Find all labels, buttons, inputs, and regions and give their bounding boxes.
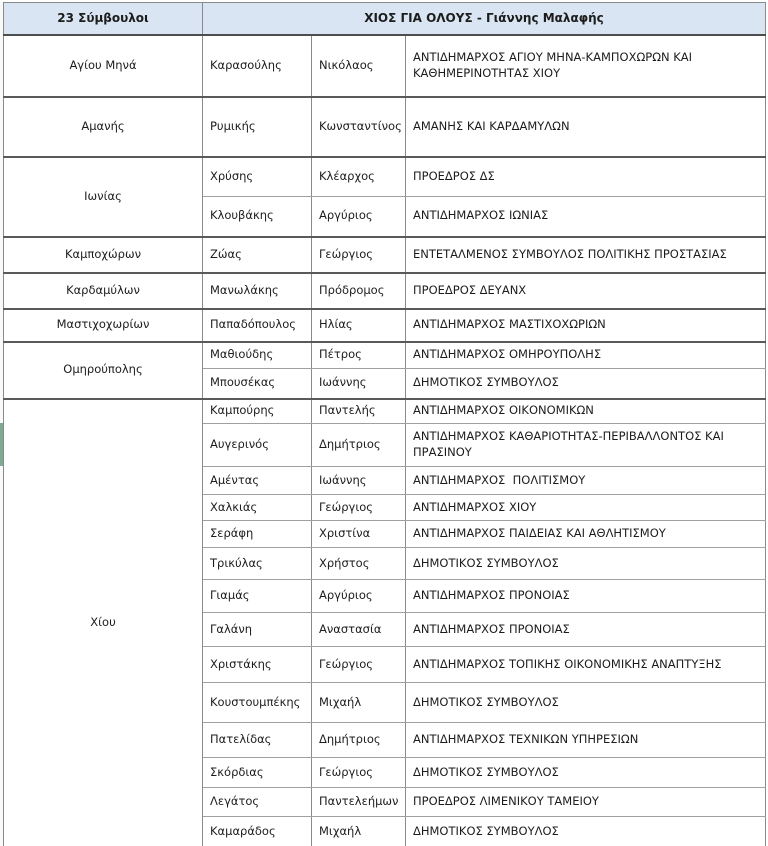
firstname-cell: Νικόλαος (312, 35, 406, 97)
firstname-cell: Παντελής (312, 399, 406, 424)
role-cell: ΔΗΜΟΤΙΚΟΣ ΣΥΜΒΟΥΛΟΣ (406, 548, 766, 580)
role-cell: ΔΗΜΟΤΙΚΟΣ ΣΥΜΒΟΥΛΟΣ (406, 817, 766, 846)
surname-cell: Καμπούρης (203, 399, 312, 424)
surname-cell: Μανωλάκης (203, 273, 312, 309)
role-cell: ΠΡΟΕΔΡΟΣ ΛΙΜΕΝΙΚΟΥ ΤΑΜΕΙΟΥ (406, 788, 766, 817)
role-cell: ΑΝΤΙΔΗΜΑΡΧΟΣ ΠΡΟΝΟΙΑΣ (406, 580, 766, 613)
role-cell: ΕΝΤΕΤΑΛΜΕΝΟΣ ΣΥΜΒΟΥΛΟΣ ΠΟΛΙΤΙΚΗΣ ΠΡΟΣΤΑΣΙΑΣ (406, 237, 766, 273)
area-cell: Ιωνίας (4, 157, 203, 237)
area-cell: Μαστιχοχωρίων (4, 309, 203, 342)
firstname-cell: Γεώργιος (312, 758, 406, 788)
header-party-cell: ΧΙΟΣ ΓΙΑ ΟΛΟΥΣ - Γιάννης Μαλαφής (203, 3, 766, 35)
role-cell: ΠΡΟΕΔΡΟΣ ΔΕΥΑΝΧ (406, 273, 766, 309)
table-row (4, 399, 766, 424)
surname-cell: Καρασούλης (203, 35, 312, 97)
area-cell: Αγίου Μηνά (4, 35, 203, 97)
area-cell: Αμανής (4, 97, 203, 157)
surname-cell: Λεγάτος (203, 788, 312, 817)
surname-cell: Γαλάνη (203, 613, 312, 647)
role-cell: ΔΗΜΟΤΙΚΟΣ ΣΥΜΒΟΥΛΟΣ (406, 683, 766, 723)
surname-cell: Αυγερινός (203, 424, 312, 467)
firstname-cell: Ηλίας (312, 309, 406, 342)
firstname-cell: Αργύριος (312, 197, 406, 237)
role-cell: ΑΝΤΙΔΗΜΑΡΧΟΣ ΜΑΣΤΙΧΟΧΩΡΙΩΝ (406, 309, 766, 342)
role-cell: ΑΝΤΙΔΗΜΑΡΧΟΣ ΤΕΧΝΙΚΩΝ ΥΠΗΡΕΣΙΩΝ (406, 723, 766, 758)
table-row (4, 157, 766, 197)
firstname-cell: Πρόδρομος (312, 273, 406, 309)
surname-cell: Μαθιούδης (203, 342, 312, 369)
surname-cell: Χαλκιάς (203, 495, 312, 521)
role-cell: ΑΝΤΙΔΗΜΑΡΧΟΣ ΧΙΟΥ (406, 495, 766, 521)
table-row (4, 97, 766, 157)
firstname-cell: Παντελεήμων (312, 788, 406, 817)
table-row (4, 273, 766, 309)
role-cell: ΑΝΤΙΔΗΜΑΡΧΟΣ ΟΙΚΟΝΟΜΙΚΩΝ (406, 399, 766, 424)
firstname-cell: Δημήτριος (312, 424, 406, 467)
firstname-cell: Χρήστος (312, 548, 406, 580)
surname-cell: Ζώας (203, 237, 312, 273)
firstname-cell: Κωνσταντίνος (312, 97, 406, 157)
firstname-cell: Μιχαήλ (312, 683, 406, 723)
firstname-cell: Δημήτριος (312, 723, 406, 758)
firstname-cell: Ιωάννης (312, 369, 406, 399)
table-row (4, 35, 766, 97)
firstname-cell: Ιωάννης (312, 467, 406, 495)
role-cell: ΑΜΑΝΗΣ ΚΑΙ ΚΑΡΔΑΜΥΛΩΝ (406, 97, 766, 157)
firstname-cell: Χριστίνα (312, 521, 406, 548)
role-cell: ΑΝΤΙΔΗΜΑΡΧΟΣ ΤΟΠΙΚΗΣ ΟΙΚΟΝΟΜΙΚΗΣ ΑΝΑΠΤΥΞΗΣ (406, 647, 766, 683)
role-cell: ΑΝΤΙΔΗΜΑΡΧΟΣ ΙΩΝΙΑΣ (406, 197, 766, 237)
surname-cell: Ρυμικής (203, 97, 312, 157)
surname-cell: Καμαράδος (203, 817, 312, 846)
role-cell: ΑΝΤΙΔΗΜΑΡΧΟΣ ΟΜΗΡΟΥΠΟΛΗΣ (406, 342, 766, 369)
surname-cell: Πατελίδας (203, 723, 312, 758)
surname-cell: Παπαδόπουλος (203, 309, 312, 342)
table-row (4, 309, 766, 342)
role-cell: ΑΝΤΙΔΗΜΑΡΧΟΣ ΠΟΛΙΤΙΣΜΟΥ (406, 467, 766, 495)
firstname-cell: Γεώργιος (312, 237, 406, 273)
firstname-cell: Γεώργιος (312, 647, 406, 683)
surname-cell: Μπουσέκας (203, 369, 312, 399)
surname-cell: Σκόρδιας (203, 758, 312, 788)
area-cell: Καμποχώρων (4, 237, 203, 273)
table-header-row (4, 3, 766, 35)
surname-cell: Γιαμάς (203, 580, 312, 613)
surname-cell: Σεράφη (203, 521, 312, 548)
council-members-table (3, 2, 766, 846)
surname-cell: Αμέντας (203, 467, 312, 495)
firstname-cell: Κλέαρχος (312, 157, 406, 197)
role-cell: ΠΡΟΕΔΡΟΣ ΔΣ (406, 157, 766, 197)
role-cell: ΑΝΤΙΔΗΜΑΡΧΟΣ ΑΓΙΟΥ ΜΗΝΑ-ΚΑΜΠΟΧΩΡΩΝ ΚΑΙ ΚΑΘΗΜΕΡΙΝΟΤΗΤΑΣ ΧΙΟΥ (406, 35, 766, 97)
area-cell: Χίου (4, 399, 203, 846)
surname-cell: Χρύσης (203, 157, 312, 197)
role-cell: ΑΝΤΙΔΗΜΑΡΧΟΣ ΠΡΟΝΟΙΑΣ (406, 613, 766, 647)
surname-cell: Κουστουμπέκης (203, 683, 312, 723)
header-count-cell: 23 Σύμβουλοι (4, 3, 203, 35)
surname-cell: Χριστάκης (203, 647, 312, 683)
area-cell: Καρδαμύλων (4, 273, 203, 309)
firstname-cell: Πέτρος (312, 342, 406, 369)
table-row (4, 342, 766, 369)
role-cell: ΑΝΤΙΔΗΜΑΡΧΟΣ ΠΑΙΔΕΙΑΣ ΚΑΙ ΑΘΛΗΤΙΣΜΟΥ (406, 521, 766, 548)
table-row (4, 237, 766, 273)
role-cell: ΑΝΤΙΔΗΜΑΡΧΟΣ ΚΑΘΑΡΙΟΤΗΤΑΣ-ΠΕΡΙΒΑΛΛΟΝΤΟΣ ΚΑΙ ΠΡΑΣΙΝΟΥ (406, 424, 766, 467)
firstname-cell: Αναστασία (312, 613, 406, 647)
role-cell: ΔΗΜΟΤΙΚΟΣ ΣΥΜΒΟΥΛΟΣ (406, 369, 766, 399)
surname-cell: Τρικύλας (203, 548, 312, 580)
firstname-cell: Γεώργιος (312, 495, 406, 521)
role-cell: ΔΗΜΟΤΙΚΟΣ ΣΥΜΒΟΥΛΟΣ (406, 758, 766, 788)
firstname-cell: Αργύριος (312, 580, 406, 613)
firstname-cell: Μιχαήλ (312, 817, 406, 846)
area-cell: Ομηρούπολης (4, 342, 203, 399)
surname-cell: Κλουβάκης (203, 197, 312, 237)
